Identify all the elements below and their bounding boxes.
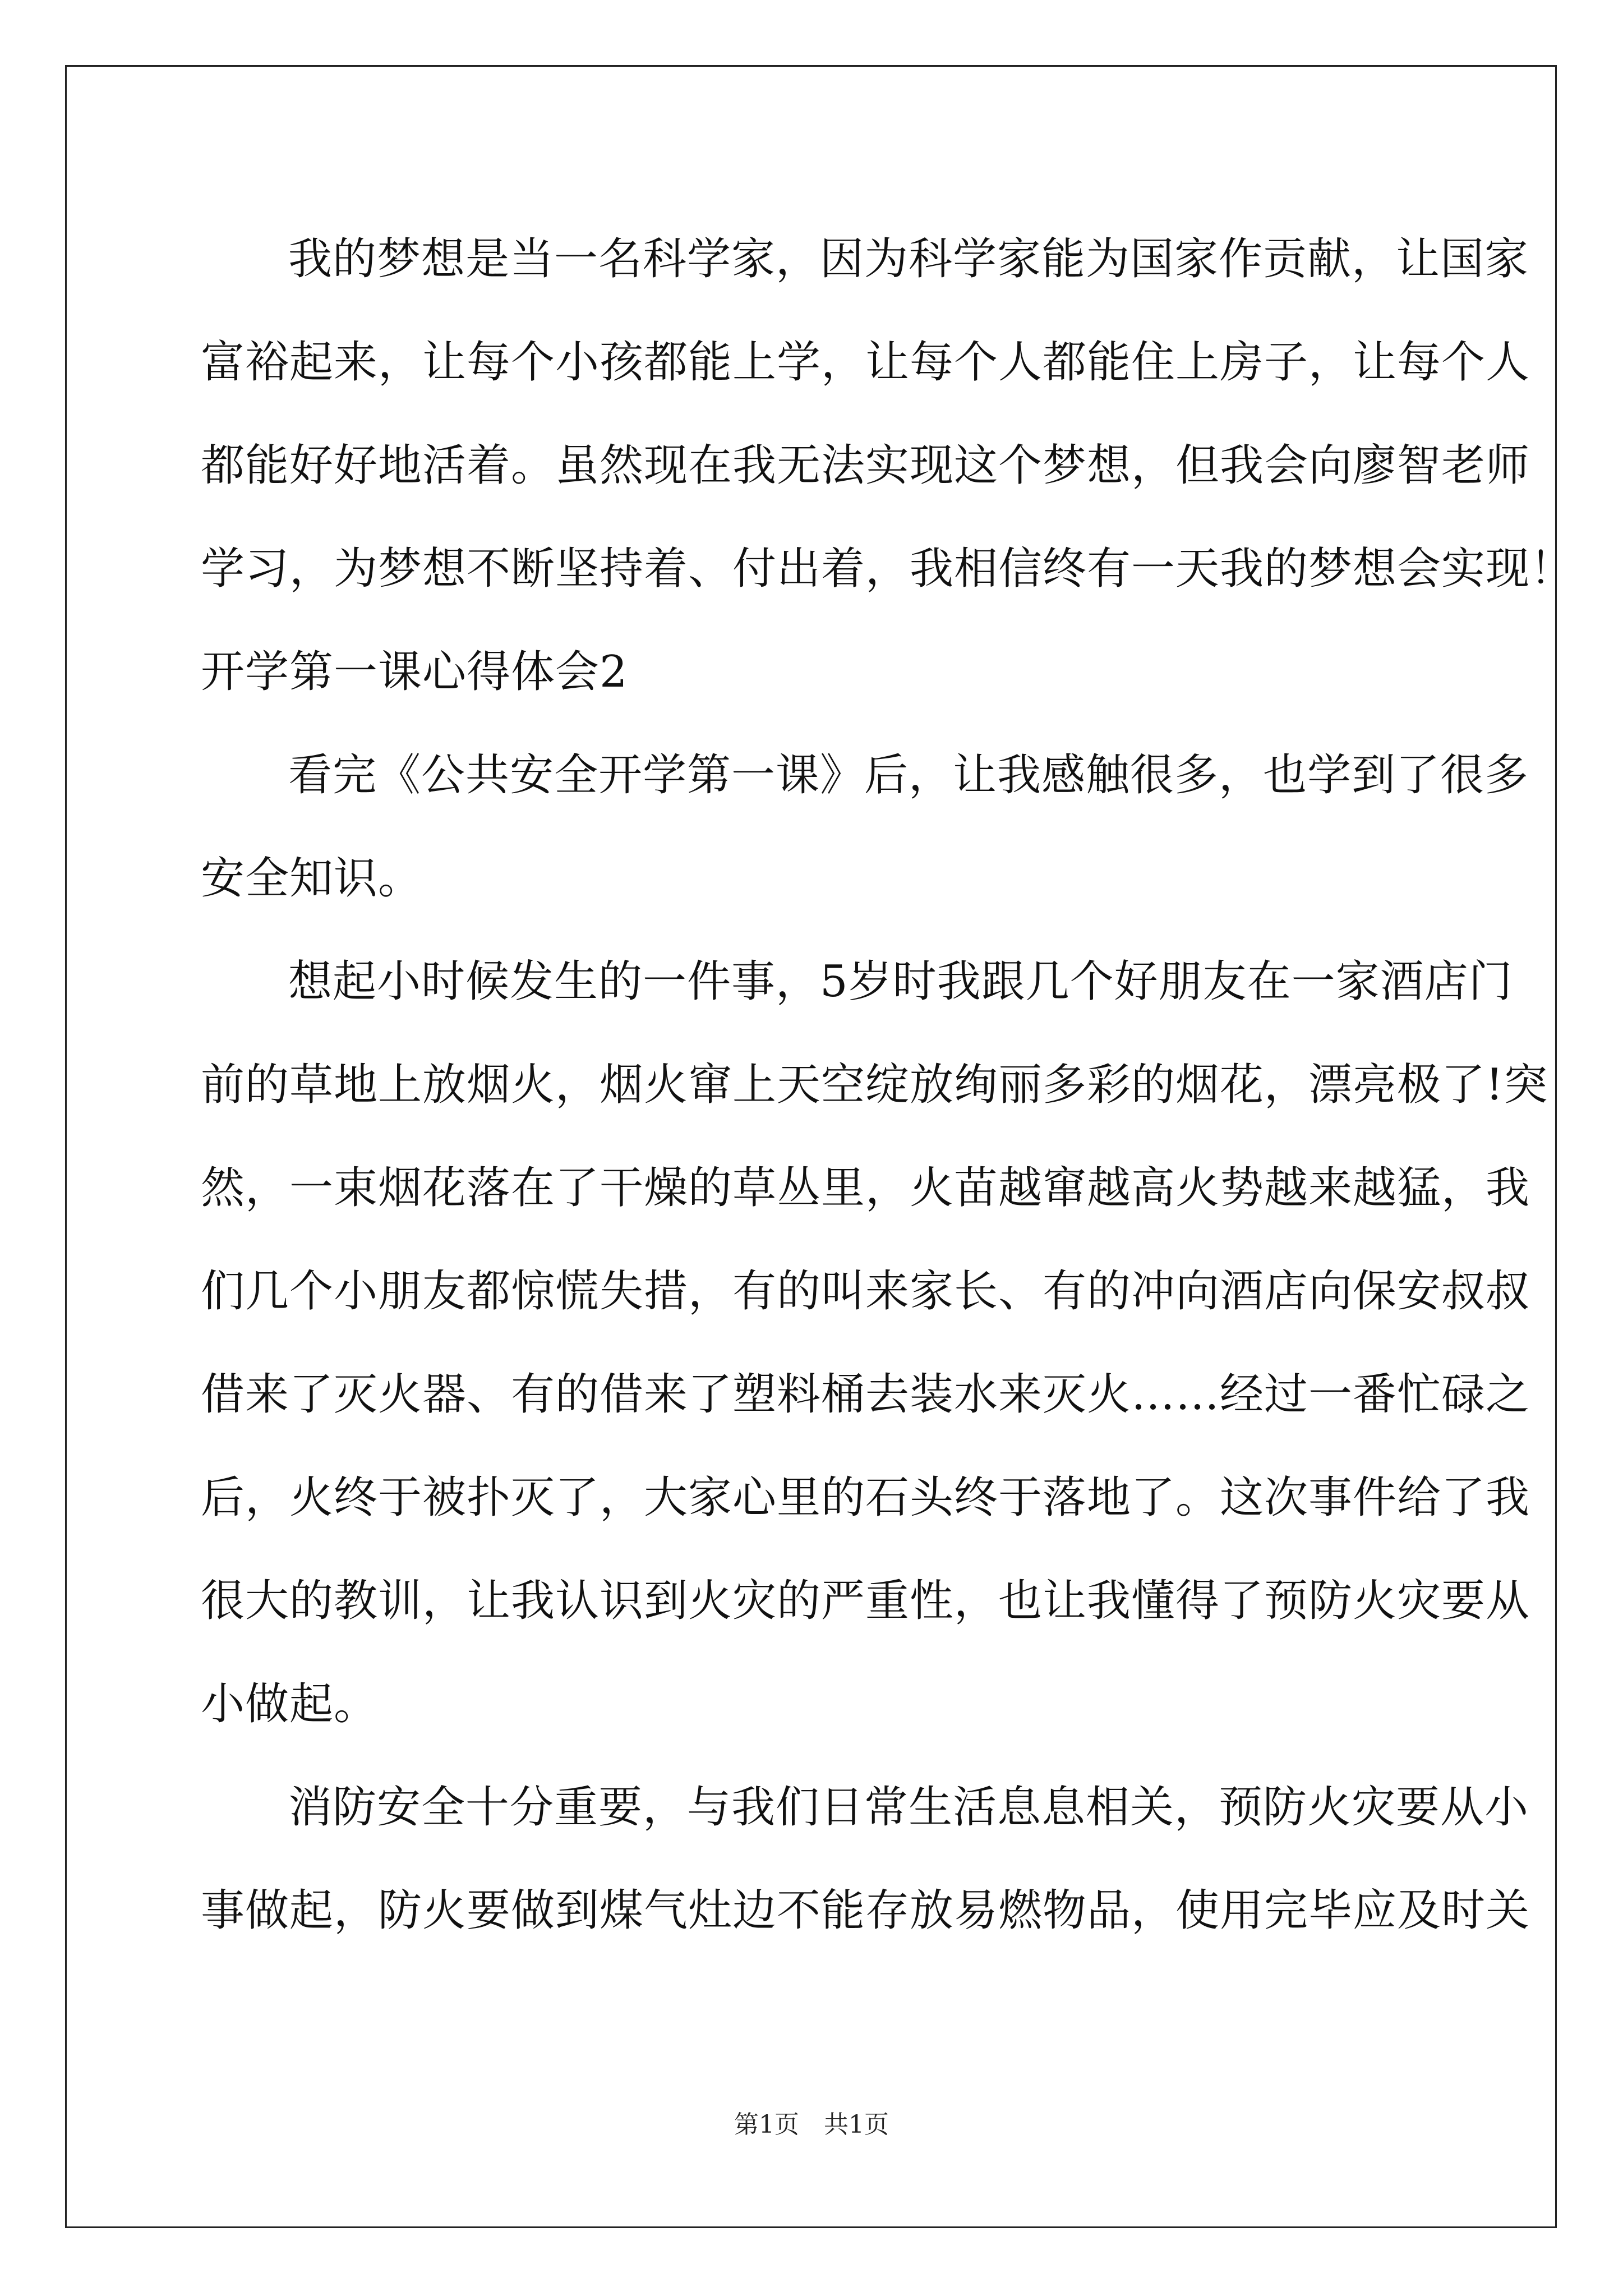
document-body bbox=[201, 208, 1575, 1962]
paragraph-1-line-2: 富裕起来，让每个小孩都能上学，让每个人都能住上房子，让每个人 bbox=[201, 337, 1530, 388]
paragraph-1-line-4: 学习，为梦想不断坚持着、付出着，我相信终有一天我的梦想会实现！ bbox=[201, 544, 1575, 594]
paragraph-3-line-4: 们几个小朋友都惊慌失措，有的叫来家长、有的冲向酒店向保安叔叔 bbox=[201, 1266, 1530, 1317]
paragraph-3-line-7: 很大的教训，让我认识到火灾的严重性，也让我懂得了预防火灾要从 bbox=[201, 1576, 1530, 1626]
paragraph-2-line-2: 安全知识。 bbox=[201, 853, 423, 904]
paragraph-2-line-1: 看完《公共安全开学第一课》后，让我感触很多，也学到了很多 bbox=[288, 750, 1529, 800]
paragraph-1-line-1: 我的梦想是当一名科学家，因为科学家能为国家作贡献，让国家 bbox=[288, 234, 1529, 284]
section-heading: 开学第一课心得体会2 bbox=[201, 647, 628, 697]
paragraph-4-line-1: 消防安全十分重要，与我们日常生活息息相关，预防火灾要从小 bbox=[288, 1782, 1529, 1833]
paragraph-1-line-3: 都能好好地活着。虽然现在我无法实现这个梦想，但我会向廖智老师 bbox=[201, 440, 1530, 491]
paragraph-3-line-3: 然，一束烟花落在了干燥的草丛里，火苗越窜越高火势越来越猛，我 bbox=[201, 1163, 1530, 1213]
paragraph-4-line-2: 事做起，防火要做到煤气灶边不能存放易燃物品，使用完毕应及时关 bbox=[201, 1885, 1530, 1936]
page-footer: 第1页 共1页 bbox=[734, 2110, 889, 2139]
paragraph-3-line-1: 想起小时候发生的一件事，5岁时我跟几个好朋友在一家酒店门 bbox=[288, 956, 1513, 1007]
paragraph-3-line-5: 借来了灭火器、有的借来了塑料桶去装水来灭火……经过一番忙碌之 bbox=[201, 1369, 1530, 1420]
paragraph-3-line-6: 后，火终于被扑灭了，大家心里的石头终于落地了。这次事件给了我 bbox=[201, 1473, 1530, 1523]
paragraph-3-line-2: 前的草地上放烟火，烟火窜上天空绽放绚丽多彩的烟花，漂亮极了!突 bbox=[201, 1060, 1548, 1110]
paragraph-3-line-8: 小做起。 bbox=[201, 1679, 379, 1729]
